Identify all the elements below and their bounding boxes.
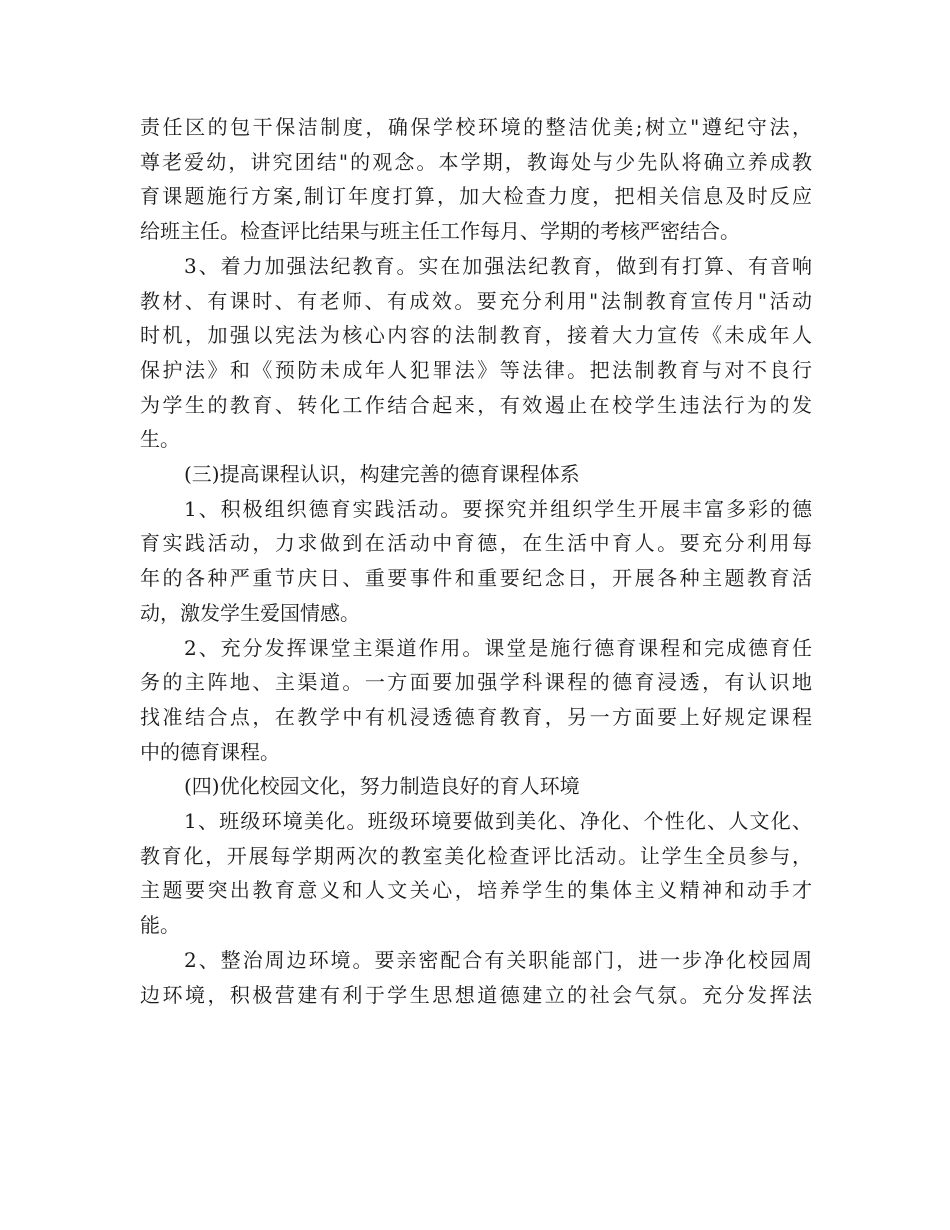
paragraph-class-environment	[140, 804, 812, 943]
text-line: 时机，加强以宪法为核心内容的法制教育，接着大力宣传《未成年人	[140, 323, 812, 348]
paragraph-surrounding-environment	[140, 943, 812, 1012]
text-line: 边环境，积极营建有利于学生思想道德建立的社会气氛。充分发挥法	[140, 982, 812, 1007]
text-line: 教材、有课时、有老师、有成效。要充分利用"法制教育宣传月"活动	[140, 288, 812, 313]
text-line: 年的各种严重节庆日、重要事件和重要纪念日，开展各种主题教育活	[140, 566, 812, 591]
text-line: 教育化，开展每学期两次的教室美化检查评比活动。让学生全员参与，	[140, 843, 812, 868]
text-line: 1、积极组织德育实践活动。要探究并组织学生开展丰富多彩的德	[184, 496, 812, 521]
section-heading-campus-culture	[140, 769, 812, 804]
section-heading-curriculum	[140, 457, 812, 492]
text-line: 找准结合点，在教学中有机浸透德育教育，另一方面要上好规定课程	[140, 704, 812, 729]
text-line: 2、充分发挥课堂主渠道作用。课堂是施行德育课程和完成德育任	[184, 635, 812, 660]
paragraph-environment-rules	[140, 110, 812, 249]
text-line: 生。	[140, 427, 180, 452]
text-line: 尊老爱幼，讲究团结"的观念。本学期，教诲处与少先队将确立养成教	[140, 149, 812, 174]
text-line: 务的主阵地、主渠道。一方面要加强学科课程的德育浸透，有认识地	[140, 670, 812, 695]
text-line: 主题要突出教育意义和人文关心，培养学生的集体主义精神和动手才	[140, 878, 812, 903]
paragraph-classroom-channel	[140, 631, 812, 770]
text-line: 3、着力加强法纪教育。实在加强法纪教育，做到有打算、有音响	[184, 253, 812, 278]
text-line: 动，激发学生爱国情感。	[140, 600, 360, 625]
text-line: 给班主任。检查评比结果与班主任工作每月、学期的考核严密结合。	[140, 219, 740, 244]
section-heading: (三)提高课程认识，构建完善的德育课程体系	[184, 462, 580, 487]
text-line: 为学生的教育、转化工作结合起来，有效遏止在校学生违法行为的发	[140, 392, 812, 417]
paragraph-practice-activities	[140, 492, 812, 631]
text-line: 育实践活动，力求做到在活动中育德，在生活中育人。要充分利用每	[140, 531, 812, 556]
paragraph-legal-education	[140, 249, 812, 457]
text-line: 2、整治周边环境。要亲密配合有关职能部门，进一步净化校园周	[184, 947, 812, 972]
section-heading: (四)优化校园文化，努力制造良好的育人环境	[184, 774, 580, 799]
text-line: 育课题施行方案,制订年度打算，加大检查力度，把相关信息及时反应	[140, 184, 812, 209]
document-body	[140, 110, 812, 1012]
text-line: 保护法》和《预防未成年人犯罪法》等法律。把法制教育与对不良行	[140, 357, 812, 382]
text-line: 中的德育课程。	[140, 739, 280, 764]
text-line: 能。	[140, 913, 180, 938]
text-line: 责任区的包干保洁制度，确保学校环境的整洁优美;树立"遵纪守法，	[140, 115, 812, 139]
text-line: 1、班级环境美化。班级环境要做到美化、净化、个性化、人文化、	[184, 809, 812, 834]
